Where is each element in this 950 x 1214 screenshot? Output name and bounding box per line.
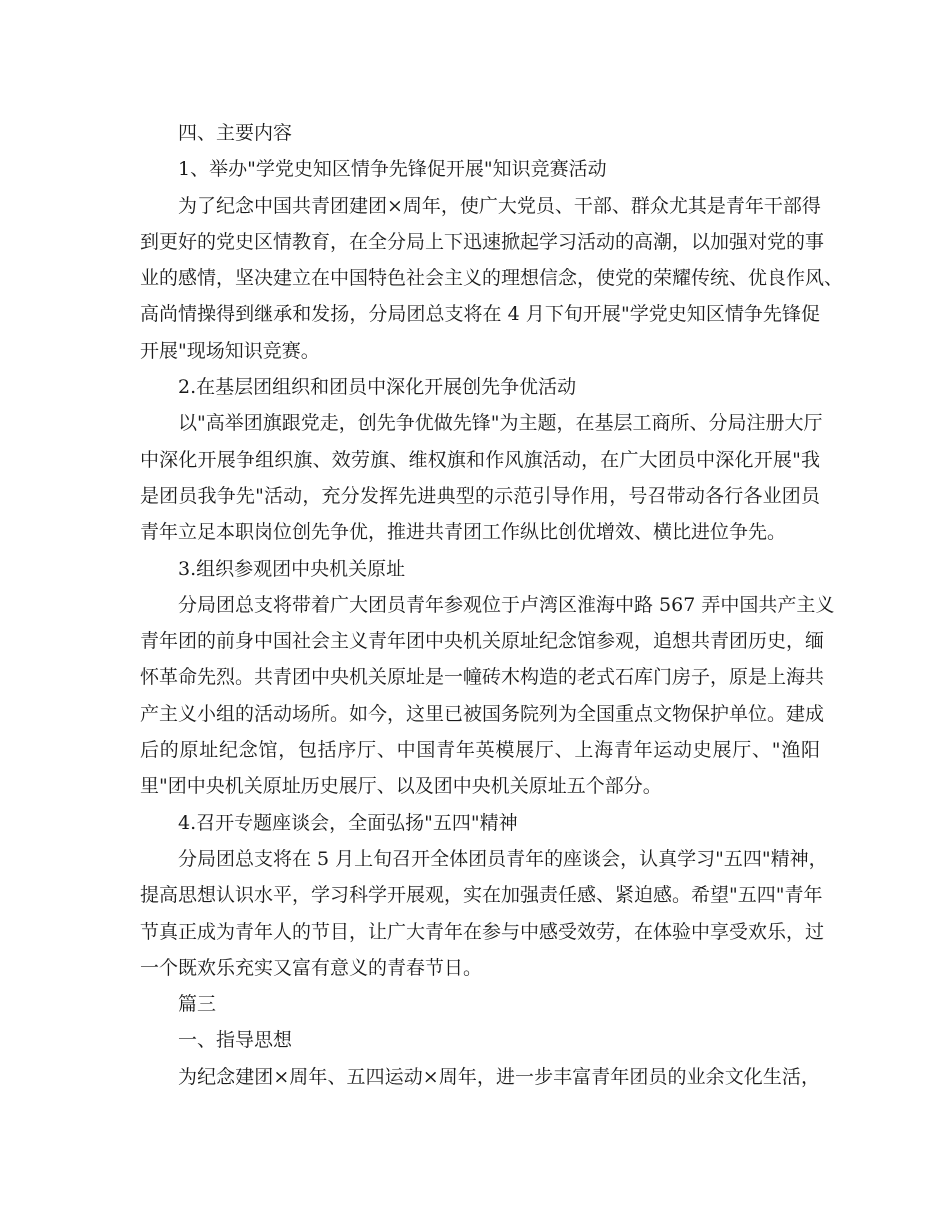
text-line: 开展"现场知识竞赛。 — [140, 339, 320, 362]
text-line: 2.在基层团组织和团员中深化开展创先争优活动 — [178, 376, 577, 399]
text-line: 3.组织参观团中央机关原址 — [178, 557, 406, 580]
text-line: 是团员我争先"活动，充分发挥先进典型的示范引导作用，号召带动各行各业团员 — [140, 484, 820, 507]
text-line: 分局团总支将在 5 月上旬召开全体团员青年的座谈会，认真学习"五四"精神， — [178, 847, 828, 870]
text-line: 节真正成为青年人的节目，让广大青年在参与中感受效劳，在体验中享受欢乐，过 — [140, 920, 825, 943]
text-line: 中深化开展争组织旗、效劳旗、维权旗和作风旗活动，在广大团员中深化开展"我 — [140, 448, 820, 471]
text-line: 篇三 — [178, 993, 217, 1016]
text-line: 后的原址纪念馆，包括序厅、中国青年英模展厅、上海青年运动史展厅、"渔阳 — [140, 739, 820, 762]
text-line: 分局团总支将带着广大团员青年参观位于卢湾区淮海中路 567 弄中国共产主义 — [178, 593, 835, 616]
text-line: 高尚情操得到继承和发扬，分局团总支将在 4 月下旬开展"学党史知区情争先锋促 — [140, 303, 820, 326]
text-line: 青年立足本职岗位创先争优，推进共青团工作纵比创优增效、横比进位争先。 — [140, 521, 787, 544]
text-line: 4.召开专题座谈会，全面弘扬"五四"精神 — [178, 811, 518, 834]
text-line: 业的感情，坚决建立在中国特色社会主义的理想信念，使党的荣耀传统、优良作风、 — [140, 267, 844, 290]
text-line: 以"高举团旗跟党走，创先争优做先锋"为主题，在基层工商所、分局注册大厅 — [178, 412, 823, 435]
text-line: 到更好的党史区情教育，在全分局上下迅速掀起学习活动的高潮，以加强对党的事 — [140, 230, 825, 253]
text-line: 一、指导思想 — [178, 1029, 293, 1052]
text-line: 里"团中央机关原址历史展厅、以及团中央机关原址五个部分。 — [140, 775, 662, 798]
text-line: 一个既欢乐充实又富有意义的青春节日。 — [140, 956, 483, 979]
text-line: 青年团的前身中国社会主义青年团中央机关原址纪念馆参观，追想共青团历史，缅 — [140, 630, 825, 653]
document-body — [140, 115, 844, 1095]
text-line: 1、举办"学党史知区情争先锋促开展"知识竞赛活动 — [178, 158, 607, 181]
text-line: 四、主要内容 — [178, 122, 293, 144]
text-line: 提高思想认识水平，学习科学开展观，实在加强责任感、紧迫感。希望"五四"青年 — [140, 884, 823, 907]
text-line: 为了纪念中国共青团建团×周年，使广大党员、干部、群众尤其是青年干部得 — [178, 194, 821, 217]
text-line: 为纪念建团×周年、五四运动×周年，进一步丰富青年团员的业余文化生活， — [178, 1065, 820, 1088]
text-line: 产主义小组的活动场所。如今，这里已被国务院列为全国重点文物保护单位。建成 — [140, 702, 825, 725]
text-line: 怀革命先烈。共青团中央机关原址是一幢砖木构造的老式石库门房子，原是上海共 — [140, 666, 825, 689]
